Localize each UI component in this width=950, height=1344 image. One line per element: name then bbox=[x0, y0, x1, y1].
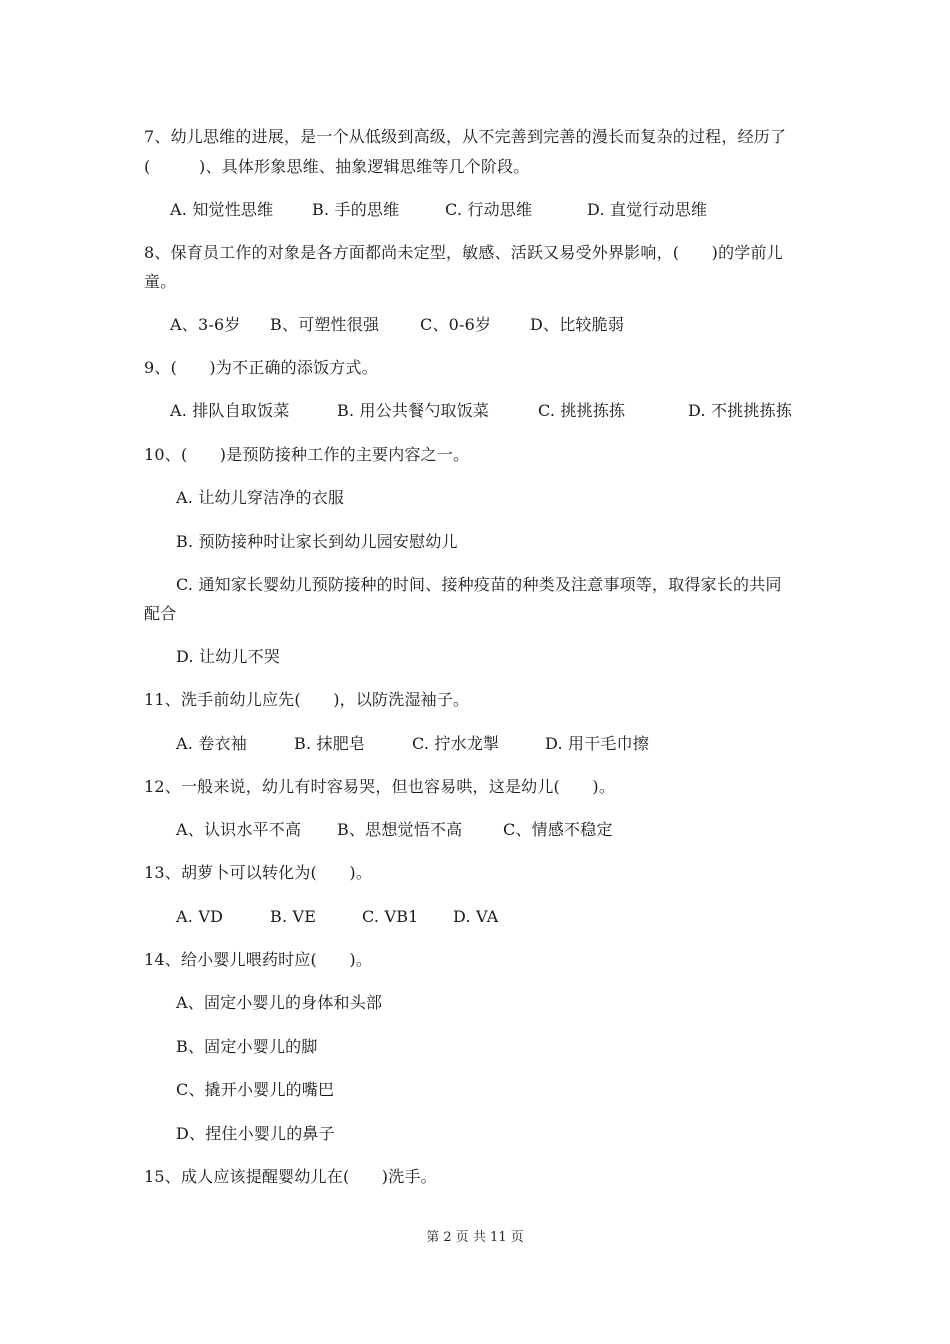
question-13-text: 13、胡萝卜可以转化为( )。 bbox=[144, 863, 373, 882]
question-15-text: 15、成人应该提醒婴幼儿在( )洗手。 bbox=[144, 1167, 437, 1186]
question-7-option-c: C. 行动思维 bbox=[445, 200, 533, 219]
question-8-option-a: A、3-6岁 bbox=[170, 315, 241, 334]
question-8-text-cont: 童。 bbox=[144, 272, 177, 291]
question-10-option-d: D. 让幼儿不哭 bbox=[176, 647, 281, 666]
question-10-option-a: A. 让幼儿穿洁净的衣服 bbox=[176, 488, 345, 507]
question-10-option-c-cont: 配合 bbox=[144, 604, 177, 623]
question-12-option-b: B、思想觉悟不高 bbox=[337, 820, 463, 839]
question-8-option-c: C、0-6岁 bbox=[420, 315, 492, 334]
question-14-option-d: D、捏住小婴儿的鼻子 bbox=[176, 1124, 335, 1143]
question-11-option-a: A. 卷衣袖 bbox=[176, 734, 247, 753]
question-7-option-b: B. 手的思维 bbox=[312, 200, 400, 219]
question-14-option-c: C、撬开小婴儿的嘴巴 bbox=[176, 1080, 335, 1099]
question-8-option-b: B、可塑性很强 bbox=[270, 315, 380, 334]
question-8-text: 8、保育员工作的对象是各方面都尚未定型，敏感、活跃又易受外界影响，( )的学前儿 bbox=[144, 243, 783, 262]
question-10-text: 10、( )是预防接种工作的主要内容之一。 bbox=[144, 445, 470, 464]
question-10-option-b: B. 预防接种时让家长到幼儿园安慰幼儿 bbox=[176, 532, 458, 551]
question-7-option-d: D. 直觉行动思维 bbox=[587, 200, 708, 219]
question-11-option-b: B. 抹肥皂 bbox=[294, 734, 366, 753]
question-9-option-b: B. 用公共餐勺取饭菜 bbox=[337, 401, 490, 420]
question-9-option-d: D. 不挑挑拣拣 bbox=[688, 401, 793, 420]
question-7-text-cont: ( )、具体形象思维、抽象逻辑思维等几个阶段。 bbox=[144, 157, 530, 176]
question-11-text: 11、洗手前幼儿应先( )，以防洗湿袖子。 bbox=[144, 690, 470, 709]
question-12-option-a: A、认识水平不高 bbox=[176, 820, 302, 839]
question-14-option-b: B、固定小婴儿的脚 bbox=[176, 1037, 318, 1056]
question-13-option-c: C. VB1 bbox=[362, 907, 419, 926]
question-11-option-c: C. 拧水龙掣 bbox=[412, 734, 500, 753]
question-14-text: 14、给小婴儿喂药时应( )。 bbox=[144, 950, 373, 969]
question-10-option-c: C. 通知家长婴幼儿预防接种的时间、接种疫苗的种类及注意事项等，取得家长的共同 bbox=[176, 575, 782, 594]
question-13-option-d: D. VA bbox=[453, 907, 499, 926]
question-12-option-c: C、情感不稳定 bbox=[503, 820, 613, 839]
question-9-text: 9、( )为不正确的添饭方式。 bbox=[144, 358, 378, 377]
question-11-option-d: D. 用干毛巾擦 bbox=[545, 734, 650, 753]
question-9-option-c: C. 挑挑拣拣 bbox=[538, 401, 626, 420]
question-7-option-a: A. 知觉性思维 bbox=[170, 200, 274, 219]
question-13-option-a: A. VD bbox=[176, 907, 224, 926]
page-number-footer: 第 2 页 共 11 页 bbox=[426, 1230, 524, 1245]
question-9-option-a: A. 排队自取饭菜 bbox=[170, 401, 290, 420]
question-7-text: 7、幼儿思维的进展，是一个从低级到高级，从不完善到完善的漫长而复杂的过程，经历了 bbox=[144, 127, 787, 146]
question-8-option-d: D、比较脆弱 bbox=[530, 315, 625, 334]
question-12-text: 12、一般来说，幼儿有时容易哭，但也容易哄，这是幼儿( )。 bbox=[144, 777, 616, 796]
question-14-option-a: A、固定小婴儿的身体和头部 bbox=[176, 993, 383, 1012]
question-13-option-b: B. VE bbox=[270, 907, 317, 926]
